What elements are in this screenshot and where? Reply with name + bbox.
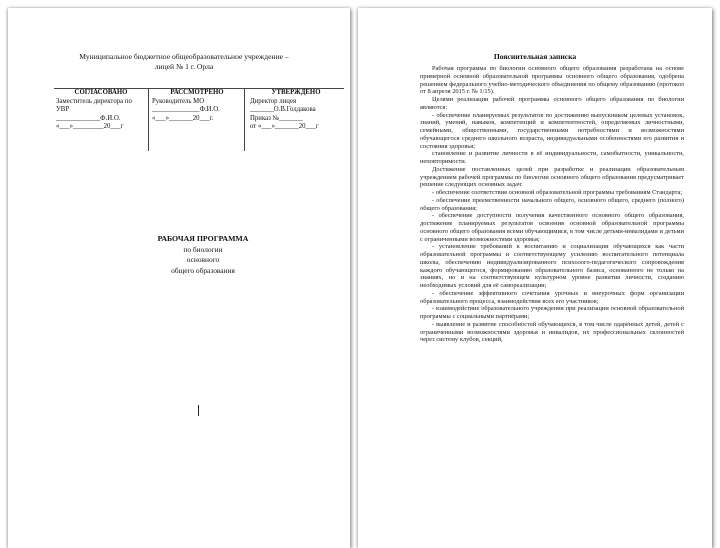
program-title-line: основного (186, 255, 220, 265)
approval-line: Приказ №_______ (250, 114, 303, 122)
approval-line: «___»_______20___г. (152, 114, 214, 122)
explanatory-note-body (420, 65, 684, 344)
approval-header: РАССМОТРЕНО (170, 89, 224, 96)
paragraph: - установление требований к воспитанию и социализации обучающихся как части образовательной программы и соответствующему усилению воспитательного потенциала школы, обеспечению индивидуализированного психолого-педагогического сопровождения каждого обучающегося, формированию образовательного базиса, основанного не только на знаниях, но и на соответствующем культурном уровне развития личности, созданию необходимых условий для её самореализации; (420, 243, 684, 289)
paragraph: - обеспечение соответствия основной образовательной программы требованиям Стандарта; (432, 189, 683, 196)
approval-column-reviewed (150, 89, 245, 151)
paragraph: - обеспечение доступности получения качественного основного общего образования, достижение планируемых результатов освоения основной образовательной программы основного общего образования всеми обучающимися, в том числе детьми-инвалидами и детьми с ограниченными возможностями здоровья; (420, 212, 684, 243)
approval-line: Руководитель МО (152, 97, 205, 105)
paragraph: Целями реализации рабочей программы основного общего образования по биологии являются: (420, 96, 684, 111)
approval-line: _______О.В.Голдакова (250, 106, 316, 114)
school-name (64, 52, 304, 72)
approval-line: Директор лицея (250, 97, 297, 105)
approval-column-approved (248, 89, 344, 151)
approval-line: от «___»_______20___г (250, 123, 319, 131)
paragraph: - выявление и развитие способностей обучающихся, в том числе одарённых детей, детей с ограниченными возможностями здоровья и инвалидов, их профессиональных склонностей через систему клубов, секций, (420, 320, 684, 344)
program-title-line: общего образования (171, 265, 235, 275)
approval-header: СОГЛАСОВАНО (74, 89, 128, 96)
explanatory-note-title: Пояснительная записка (493, 52, 577, 61)
paragraph: - обеспечение планируемых результатов по достижению выпускником целевых установок, знаний, умений, навыков, компетенций и компетентностей, определяемых личностными, семейными, общественными, государственными потребностями и возможностями обучающегося среднего школьного возраста, индивидуальными особенностями его развития и состояния здоровья; (420, 111, 684, 150)
document-page-title (8, 8, 350, 548)
approval-line: ______________Ф.И.О. (152, 106, 220, 114)
document-page-explanatory-note (358, 8, 712, 548)
approval-table (54, 88, 344, 151)
program-title-line: по биологии (183, 244, 223, 254)
paragraph: - обеспечение преемственности начального общего, основного общего, среднего (полного) общего образования; (420, 196, 684, 212)
approval-line: УВР (56, 106, 70, 114)
approval-line: «___»_________20___г (56, 123, 124, 131)
school-name-line: Муниципальное бюджетное общеобразовательное учреждение – (79, 52, 289, 61)
paragraph: становление и развитие личности в её индивидуальности, самобытности, уникальности, неповторимости. (420, 150, 684, 165)
school-name-line: лицей № 1 г. Орла (154, 62, 214, 71)
approval-header: УТВЕРЖДЕНО (271, 89, 321, 96)
text-cursor (198, 405, 199, 416)
program-title-heading: РАБОЧАЯ ПРОГРАММА (157, 234, 249, 243)
approval-line: _____________Ф.И.О. (56, 114, 121, 122)
approval-column-agreed (54, 89, 149, 151)
paragraph: Достижение поставленных целей при разработке и реализации образовательным учреждением рабочей программы по биологии основного общего образования предусматривает решение следующих основных задач: (420, 165, 684, 189)
paragraph: - обеспечение эффективного сочетания урочных и внеурочных форм организации образовательного процесса, взаимодействия всех его участников; (420, 289, 684, 305)
approval-line: Заместитель директора по (56, 97, 132, 105)
program-title (128, 234, 278, 276)
paragraph: - взаимодействие образовательного учреждения при реализации основной образовательной программы с социальными партнёрами; (420, 305, 684, 320)
paragraph: Рабочая программа по биологии основного общего образования разработана на основе примерной основной образовательной программы основного общего образования, одобрена решением федерального учебно-методического объединения по общему образованию (протокол от 8 апреля 2015 г. № 1/15). (420, 65, 684, 96)
